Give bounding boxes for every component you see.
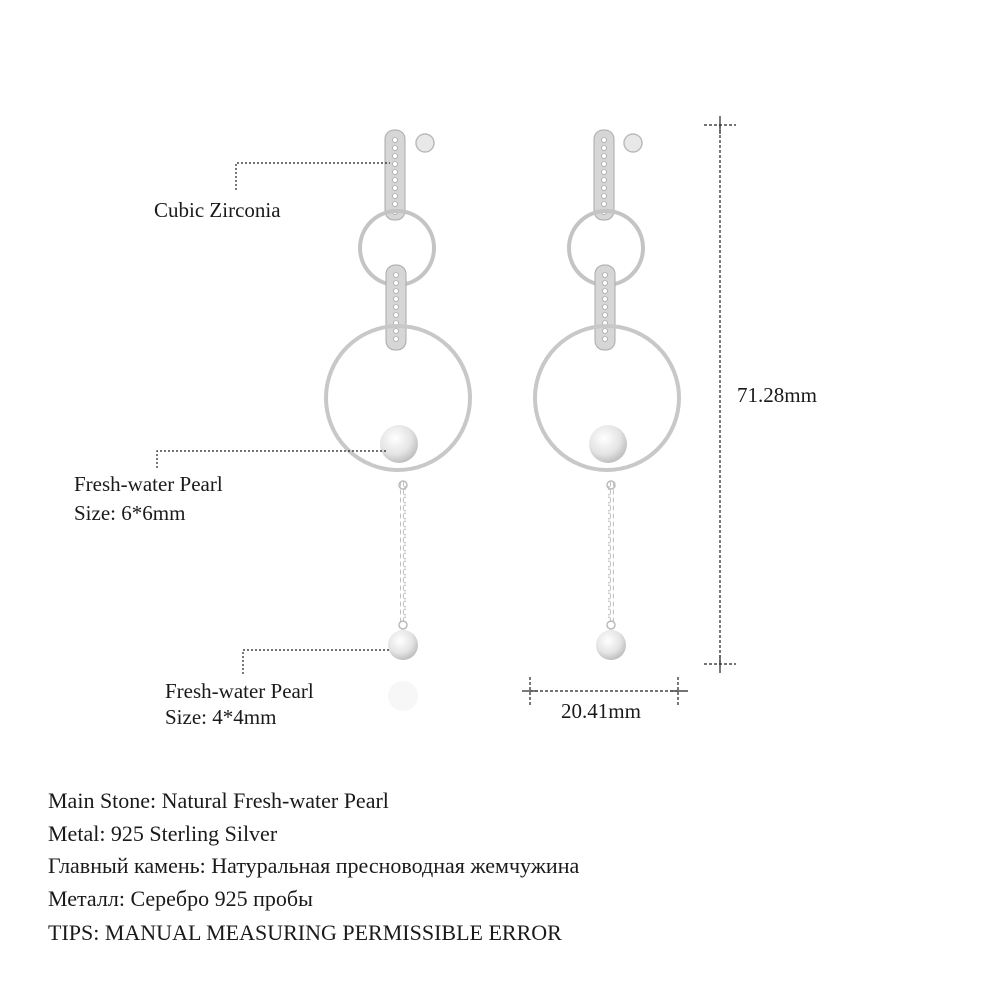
stud-back — [416, 134, 434, 152]
small-pearl — [596, 630, 626, 660]
right-earring — [535, 130, 679, 660]
width-label: 20.41mm — [561, 699, 641, 723]
label-large-pearl-size: Size: 6*6mm — [74, 501, 186, 525]
annotation-leaders — [157, 163, 390, 674]
label-small-pearl-size: Size: 4*4mm — [165, 705, 277, 729]
label-large-pearl-title: Fresh-water Pearl — [74, 472, 223, 496]
spec-metal-ru: Металл: Серебро 925 пробы — [48, 886, 313, 911]
height-dimension — [704, 116, 736, 673]
stud-back — [624, 134, 642, 152]
spec-tips: TIPS: MANUAL MEASURING PERMISSIBLE ERROR — [48, 920, 562, 945]
leader-cubic-zirconia — [236, 163, 390, 190]
chain — [400, 482, 406, 622]
pearl-reflection — [388, 681, 418, 711]
spec-main-stone: Main Stone: Natural Fresh-water Pearl — [48, 788, 389, 813]
label-small-pearl-title: Fresh-water Pearl — [165, 679, 314, 703]
small-pearl — [388, 630, 418, 660]
label-cubic-zirconia: Cubic Zirconia — [154, 198, 281, 222]
large-pearl — [589, 425, 627, 463]
chain — [608, 482, 614, 622]
large-pearl — [380, 425, 418, 463]
spec-metal: Metal: 925 Sterling Silver — [48, 821, 278, 846]
height-label: 71.28mm — [737, 383, 817, 407]
spec-main-stone-ru: Главный камень: Натуральная пресноводная жемчужина — [48, 853, 580, 878]
left-earring — [326, 130, 470, 711]
leader-small-pearl — [243, 650, 390, 674]
